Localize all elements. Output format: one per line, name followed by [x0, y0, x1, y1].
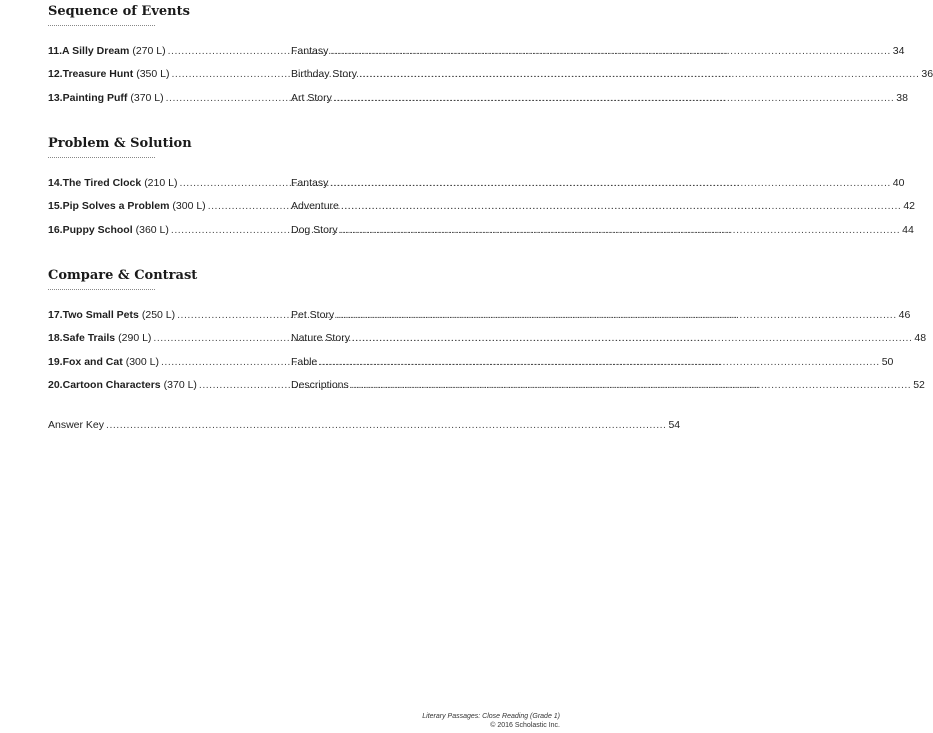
entry-genre: Fantasy [291, 177, 329, 189]
entry-number: 20. [48, 379, 63, 392]
answer-key-page: 54 [668, 419, 681, 431]
dot-leader [106, 419, 666, 431]
entry-genre: Fantasy [291, 45, 329, 57]
entry-title: Puppy School [62, 223, 133, 236]
footer-credit: Literary Passages: Close Reading (Grade 1) [422, 713, 560, 720]
dot-leader [330, 45, 890, 57]
entry-page: 38 [896, 91, 908, 104]
footer-copyright: © 2016 Scholastic Inc. [490, 722, 560, 729]
section-title: Sequence of Events [48, 4, 190, 19]
toc-row[interactable] [48, 68, 933, 91]
dot-leader [319, 356, 879, 368]
entry-title: Pip Solves a Problem [62, 200, 170, 213]
toc-row[interactable] [48, 91, 908, 115]
entry-page: 50 [881, 355, 894, 368]
entry-page: 42 [903, 200, 915, 213]
entry-genre: Pet Story [291, 309, 335, 321]
section-divider [48, 25, 155, 26]
entry-number: 11. [48, 45, 63, 57]
dot-leader [351, 379, 911, 391]
section-divider [48, 157, 155, 158]
dot-leader [334, 92, 894, 104]
dot-leader [352, 332, 912, 344]
toc-row[interactable] [48, 355, 894, 379]
entry-title: Two Small Pets [62, 309, 139, 321]
entry-lexile: (250 L) [141, 309, 176, 321]
entry-number: 13. [48, 91, 63, 104]
toc-row[interactable] [48, 309, 911, 332]
entry-page: 36 [921, 68, 933, 81]
dot-leader [336, 309, 896, 321]
section-title: Compare & Contrast [48, 268, 198, 283]
entry-lexile: (290 L) [118, 332, 152, 345]
entry-genre: Nature Story [291, 332, 350, 345]
answer-key-label: Answer Key [48, 419, 105, 431]
entry-lexile: (370 L) [163, 379, 197, 392]
entry-number: 19. [48, 355, 63, 368]
entry-page: 40 [892, 177, 905, 189]
entry-lexile: (300 L) [125, 355, 159, 368]
entry-title: The Tired Clock [62, 177, 142, 189]
entry-title: Fox and Cat [62, 355, 123, 368]
toc-row[interactable] [48, 223, 914, 247]
entry-number: 18. [48, 332, 63, 345]
entry-lexile: (300 L) [172, 200, 206, 213]
entry-lexile: (360 L) [135, 223, 169, 236]
entry-number: 17. [48, 309, 63, 321]
entry-lexile: (210 L) [144, 177, 178, 189]
entry-genre: Dog Story [291, 223, 338, 236]
toc-row[interactable] [48, 332, 927, 355]
answer-key-row[interactable] [48, 419, 681, 431]
toc-row[interactable] [48, 45, 905, 68]
toc-row[interactable] [48, 177, 905, 200]
toc-row[interactable] [48, 200, 915, 223]
dot-leader [340, 224, 900, 236]
entry-genre: Art Story [291, 91, 332, 104]
entry-number: 12. [48, 68, 63, 81]
entry-title: Treasure Hunt [62, 68, 134, 81]
section-problem-solution [48, 136, 915, 247]
entry-title: Cartoon Characters [62, 379, 161, 392]
entry-lexile: (370 L) [130, 91, 164, 104]
entry-genre: Birthday Story [291, 68, 357, 81]
toc-row[interactable] [48, 379, 925, 402]
entry-page: 52 [913, 379, 925, 392]
section-title: Problem & Solution [48, 136, 192, 151]
section-sequence-of-events [48, 4, 933, 115]
entry-title: Painting Puff [62, 91, 128, 104]
entry-page: 44 [902, 223, 914, 236]
entry-page: 46 [898, 309, 911, 321]
entry-title: Safe Trails [62, 332, 116, 345]
dot-leader [341, 200, 901, 212]
dot-leader [359, 68, 919, 80]
entry-number: 14. [48, 177, 63, 189]
section-compare-contrast [48, 268, 927, 403]
entry-title: A Silly Dream [62, 45, 130, 57]
entry-genre: Adventure [291, 200, 339, 213]
entry-lexile: (350 L) [136, 68, 170, 81]
entry-genre: Fable [291, 355, 318, 368]
page-footer [422, 712, 560, 730]
entry-number: 16. [48, 223, 63, 236]
entry-genre: Descriptions [291, 379, 349, 392]
entry-number: 15. [48, 200, 63, 213]
entry-page: 34 [892, 45, 905, 57]
entry-page: 48 [914, 332, 927, 345]
section-divider [48, 289, 155, 290]
entry-lexile: (270 L) [132, 45, 166, 57]
dot-leader [330, 177, 890, 189]
